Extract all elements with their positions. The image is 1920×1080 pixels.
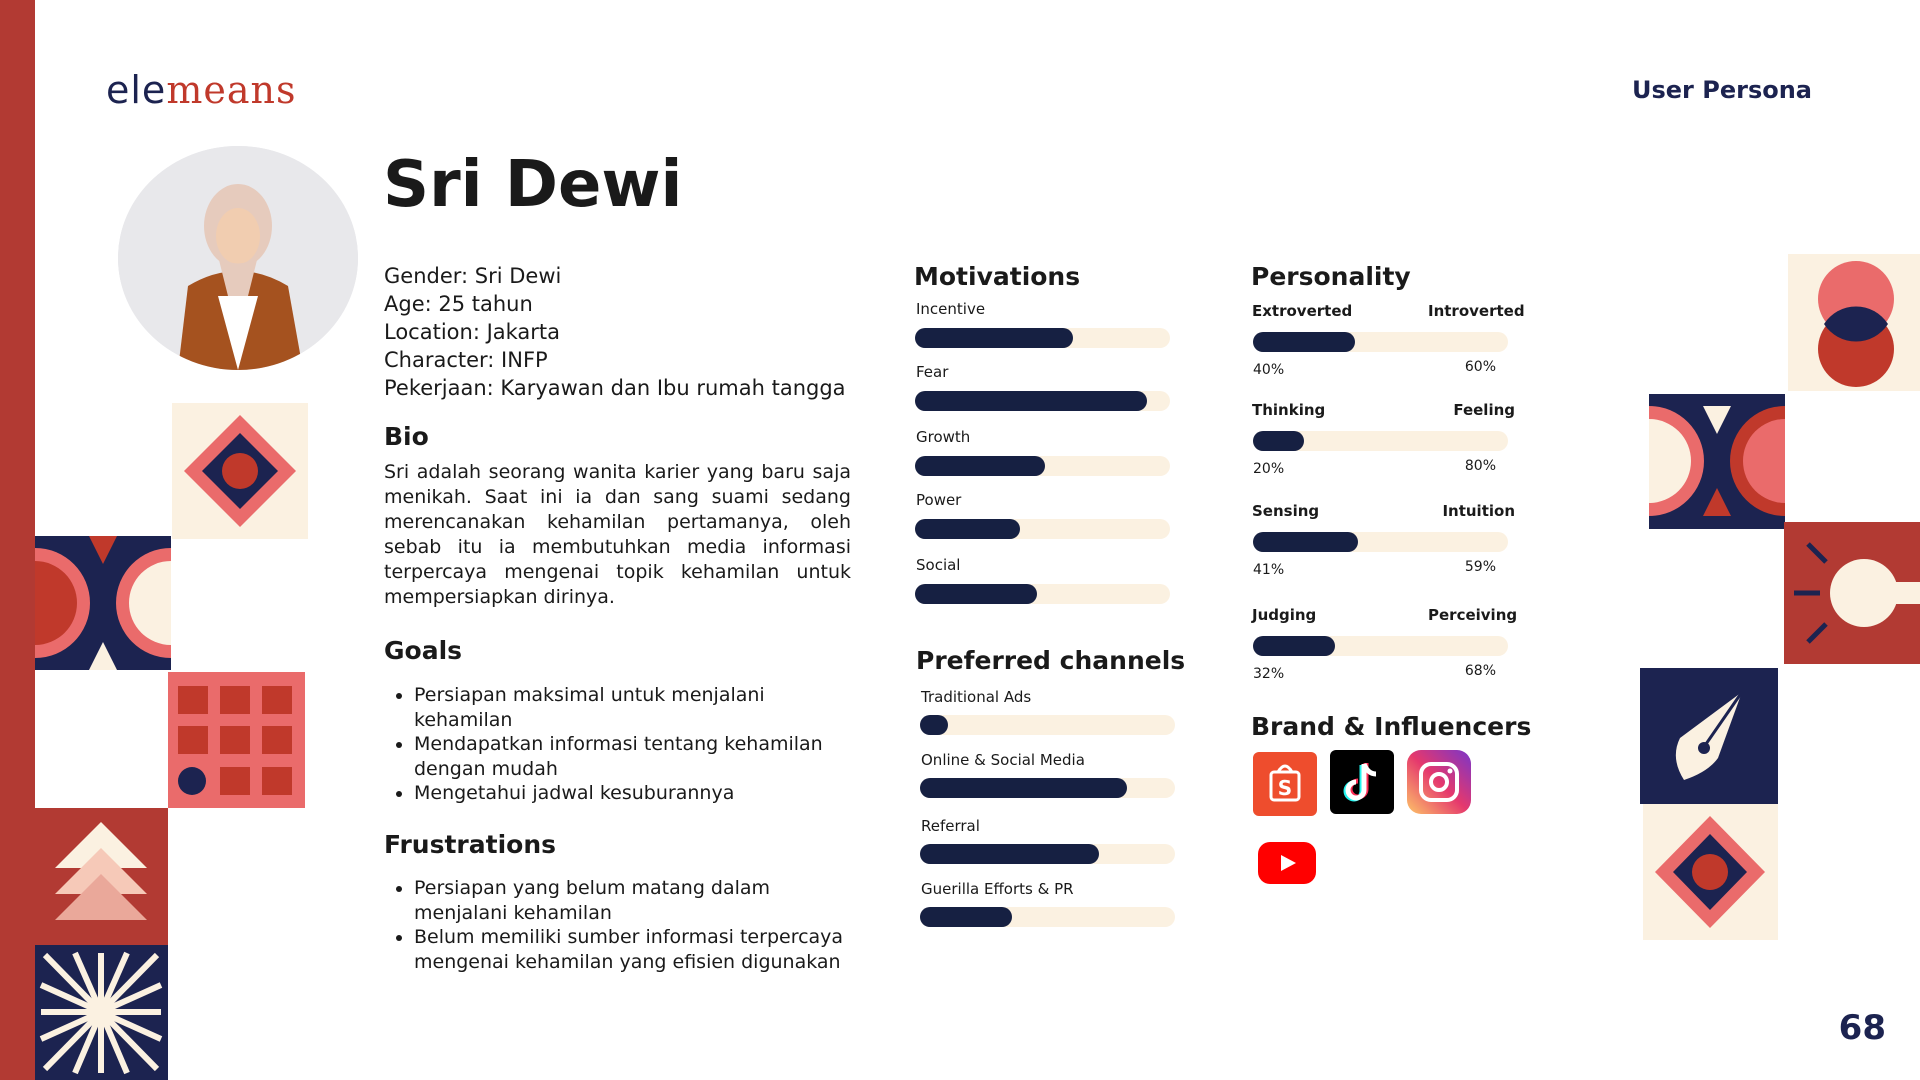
channel-label: Online & Social Media <box>921 751 1085 769</box>
brands-heading: Brand & Influencers <box>1251 712 1532 741</box>
channel-bar-fill <box>920 844 1099 864</box>
half-circles-tile-icon <box>35 536 171 670</box>
personality-bar-track <box>1253 332 1508 352</box>
venn-tile-icon <box>1788 254 1920 391</box>
diamond-tile-right-icon <box>1643 804 1778 940</box>
frustration-item: • Belum memiliki sumber informasi terpercaya mengenai kehamilan yang efisien digunakan <box>414 925 854 974</box>
channel-bar-fill <box>920 778 1127 798</box>
motivation-bar-track <box>915 584 1170 604</box>
motivations-heading: Motivations <box>914 262 1081 291</box>
channel-label: Guerilla Efforts & PR <box>921 880 1074 898</box>
motivation-label: Social <box>916 556 961 574</box>
page-title: User Persona <box>1632 76 1812 104</box>
channel-bar-track <box>920 907 1175 927</box>
motivation-bar-fill <box>915 519 1020 539</box>
logo-text-part1: ele <box>106 68 167 112</box>
personality-bar-track <box>1253 431 1508 451</box>
personality-right-pct: 59% <box>1464 559 1496 575</box>
motivation-label: Incentive <box>916 300 986 318</box>
hourglass-tile-icon <box>1649 394 1785 529</box>
diamond-tile-icon <box>172 403 308 539</box>
personality-heading: Personality <box>1251 262 1411 291</box>
bio-text: Sri adalah seorang wanita karier yang baru saja menikah. Saat ini ia dan sang suami sedang merencanakan kehamilan pertamanya, oleh sebab itu ia membutuhkan media informasi terpercaya mengenai topik kehamilan untuk mempersiapkan dirinya. <box>384 461 851 608</box>
logo-text-part2: means <box>166 68 297 112</box>
personality-right-label: Intuition <box>1442 502 1515 520</box>
sunburst-tile-icon <box>35 945 168 1080</box>
page-number: 68 <box>1838 1008 1886 1048</box>
personality-left-pct: 40% <box>1253 362 1285 378</box>
personality-right-pct: 80% <box>1464 458 1496 474</box>
persona-gender: Gender: Sri Dewi <box>384 264 562 288</box>
personality-right-label: Feeling <box>1453 401 1515 419</box>
channel-bar-fill <box>920 715 948 735</box>
personality-left-label: Extroverted <box>1252 302 1353 320</box>
motivation-bar-fill <box>915 584 1037 604</box>
frustrations-list <box>384 876 854 974</box>
left-accent-bar <box>0 0 35 1080</box>
persona-job: Pekerjaan: Karyawan dan Ibu rumah tangga <box>384 376 846 400</box>
personality-bar-fill <box>1253 532 1358 552</box>
goal-item: • Persiapan maksimal untuk menjalani kehamilan <box>414 683 854 732</box>
persona-location: Location: Jakarta <box>384 320 561 344</box>
channel-bar-fill <box>920 907 1012 927</box>
frustration-item: • Persiapan yang belum matang dalam menjalani kehamilan <box>414 876 854 925</box>
personality-right-pct: 60% <box>1464 359 1496 375</box>
motivation-bar-track <box>915 391 1170 411</box>
personality-bar-fill <box>1253 636 1335 656</box>
goal-item: • Mendapatkan informasi tentang kehamilan dengan mudah <box>414 732 854 781</box>
motivation-bar-track <box>915 328 1170 348</box>
motivation-bar-fill <box>915 391 1147 411</box>
shopee-icon <box>1253 752 1317 816</box>
personality-left-pct: 20% <box>1253 461 1285 477</box>
personality-bar-track <box>1253 636 1508 656</box>
svg-text:S: S <box>1277 776 1293 800</box>
bulb-tile-icon <box>1784 522 1920 664</box>
personality-right-label: Perceiving <box>1428 606 1518 624</box>
grid-tile-icon <box>168 672 305 808</box>
frustrations-heading: Frustrations <box>384 830 557 859</box>
goals-heading: Goals <box>384 636 463 665</box>
goal-item: • Mengetahui jadwal kesuburannya <box>414 781 854 806</box>
personality-right-label: Introverted <box>1428 302 1525 320</box>
channel-bar-track <box>920 844 1175 864</box>
motivation-bar-fill <box>915 456 1045 476</box>
personality-bar-track <box>1253 532 1508 552</box>
tiktok-icon <box>1330 750 1394 814</box>
personality-left-label: Judging <box>1252 606 1317 624</box>
personality-bar-fill <box>1253 431 1304 451</box>
motivation-bar-track <box>915 456 1170 476</box>
persona-character: Character: INFP <box>384 348 548 372</box>
brand-logo <box>106 68 296 112</box>
channel-bar-track <box>920 778 1175 798</box>
personality-left-label: Thinking <box>1252 401 1326 419</box>
triangles-tile-icon <box>35 808 168 945</box>
persona-name: Sri Dewi <box>383 148 683 222</box>
channel-label: Referral <box>921 817 980 835</box>
persona-info <box>384 262 846 402</box>
motivation-bar-fill <box>915 328 1073 348</box>
personality-right-pct: 68% <box>1464 663 1496 679</box>
youtube-icon <box>1258 842 1316 884</box>
motivation-label: Fear <box>916 363 949 381</box>
personality-left-pct: 41% <box>1253 562 1285 578</box>
bio-heading: Bio <box>384 422 429 451</box>
channels-heading: Preferred channels <box>916 646 1186 675</box>
motivation-label: Power <box>916 491 962 509</box>
goals-list <box>384 683 854 806</box>
persona-age: Age: 25 tahun <box>384 292 533 316</box>
personality-bar-fill <box>1253 332 1355 352</box>
instagram-icon <box>1407 750 1471 814</box>
personality-left-label: Sensing <box>1252 502 1320 520</box>
pen-nib-tile-icon <box>1640 668 1778 804</box>
motivation-bar-track <box>915 519 1170 539</box>
persona-avatar <box>118 146 358 370</box>
motivation-label: Growth <box>916 428 971 446</box>
personality-left-pct: 32% <box>1253 666 1285 682</box>
channel-bar-track <box>920 715 1175 735</box>
channel-label: Traditional Ads <box>921 688 1032 706</box>
